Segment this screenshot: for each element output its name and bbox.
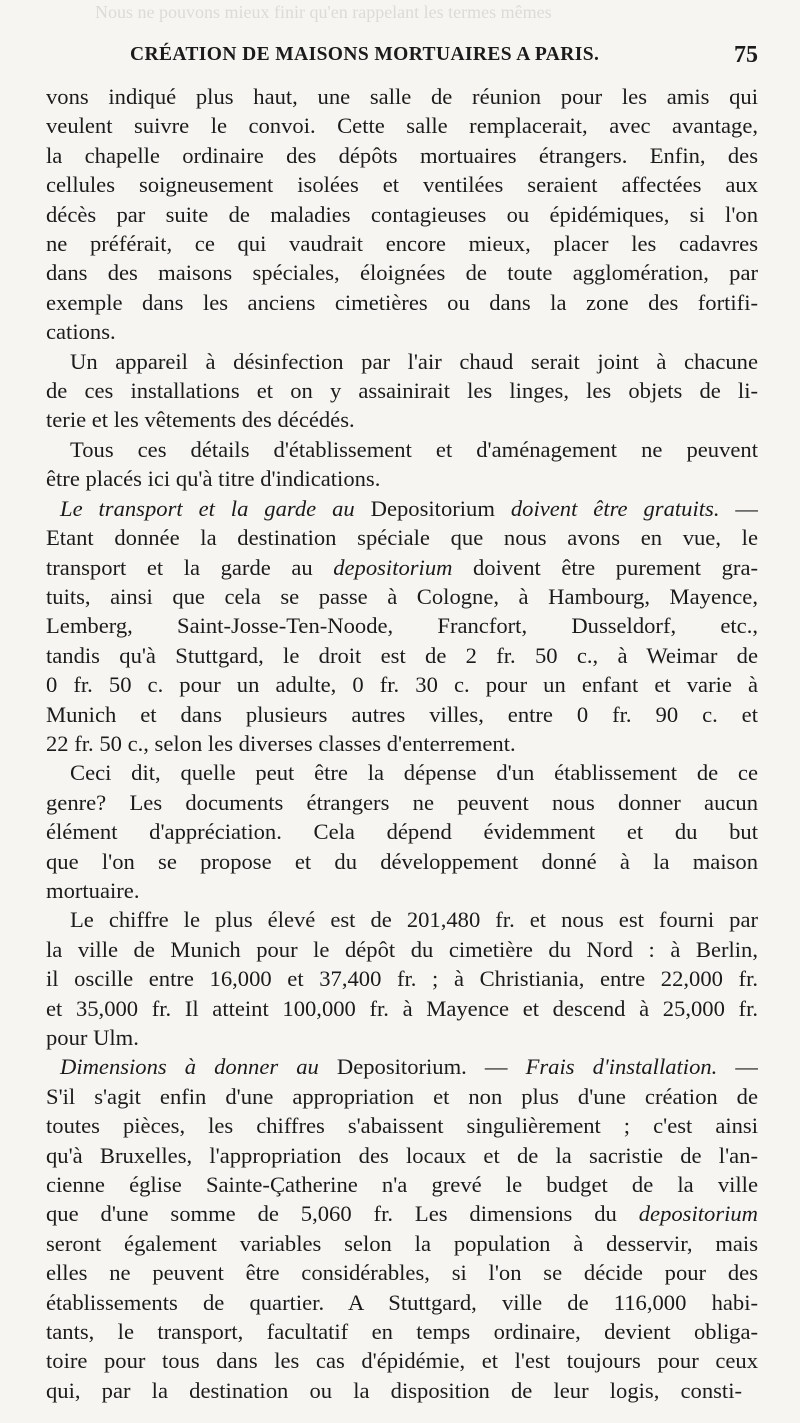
text-line: que d'une somme de 5,060 fr. Les dimensions du depositorium	[46, 1201, 758, 1227]
text-line: 0 fr. 50 c. pour un adulte, 0 fr. 30 c. pour un enfant et varie à	[46, 672, 758, 698]
text-line: cellules soigneusement isolées et ventilées seraient affectées aux	[46, 172, 758, 198]
heading-italic-part: Frais d'installation.	[525, 1054, 718, 1080]
text-line: et 35,000 fr. Il atteint 100,000 fr. à Mayence et descend à 25,000 fr.	[46, 995, 758, 1021]
text-line: qu'à Bruxelles, l'appropriation des locaux et de la sacristie de l'an-	[46, 1142, 758, 1168]
heading-dash: —	[735, 1054, 758, 1080]
text-line: Munich et dans plusieurs autres villes, entre 0 fr. 90 c. et	[46, 701, 758, 727]
text-line: genre? Les documents étrangers ne peuvent nous donner aucun	[46, 789, 758, 815]
text-line: exemple dans les anciens cimetières ou dans la zone des fortifi-	[46, 289, 758, 315]
text-line: Lemberg, Saint-Josse-Ten-Noode, Francfort, Dusseldorf, etc.,	[46, 613, 758, 639]
text-line: tuits, ainsi que cela se passe à Cologne, à Hambourg, Mayence,	[46, 583, 758, 609]
text-line: qui, par la destination ou la disposition de leur logis, consti-	[46, 1377, 742, 1403]
text-line: élément d'appréciation. Cela dépend évidemment et du but	[46, 819, 758, 845]
text-line: vons indiqué plus haut, une salle de réunion pour les amis qui	[46, 84, 758, 109]
heading-dash: —	[735, 495, 758, 521]
text-line: tandis qu'à Stuttgard, le droit est de 2 fr. 50 c., à Weimar de	[46, 642, 758, 668]
text-line: la ville de Munich pour le dépôt du cimetière du Nord : à Berlin,	[46, 936, 758, 962]
section-heading-line	[46, 1052, 758, 1081]
text-line: que l'on se propose et du développement donné à la maison	[46, 848, 758, 874]
text-line: mortuaire.	[46, 877, 140, 903]
text-line: Etant donnée la destination spéciale que nous avons en vue, le	[46, 525, 758, 551]
text-line: elles ne peuvent être considérables, si l'on se décide pour des	[46, 1260, 758, 1286]
text-line: ne préférait, ce qui vaudrait encore mieux, placer les cadavres	[46, 231, 758, 257]
paragraph-start-line: Un appareil à désinfection par l'air chaud serait joint à chacune	[70, 348, 758, 374]
text-line: terie et les vêtements des décédés.	[46, 407, 355, 433]
text-line: cations.	[46, 319, 116, 345]
text-line: S'il s'agit enfin d'une appropriation et non plus d'une création de	[46, 1083, 758, 1109]
text-line: de ces installations et on y assainirait les linges, les objets de li-	[46, 378, 758, 404]
text-line: seront également variables selon la population à desservir, mais	[46, 1230, 758, 1256]
text-line: la chapelle ordinaire des dépôts mortuaires étrangers. Enfin, des	[46, 142, 758, 168]
paragraph-start-line: Ceci dit, quelle peut être la dépense d'un établissement de ce	[70, 760, 758, 786]
running-title: CRÉATION DE MAISONS MORTUAIRES A PARIS.	[130, 44, 600, 65]
text-line: toutes pièces, les chiffres s'abaissent singulièrement ; c'est ainsi	[46, 1113, 758, 1139]
bleed-through-text: Nous ne pouvons mieux finir qu'en rappelant les termes mêmes	[95, 2, 552, 22]
text-line: pour Ulm.	[46, 1025, 139, 1050]
text-line: transport et la garde au depositorium doivent être purement gra-	[46, 554, 758, 580]
page-header	[130, 42, 758, 76]
text-line: être placés ici qu'à titre d'indications.	[46, 466, 381, 492]
section-heading-line	[46, 494, 758, 523]
page-number: 75	[734, 42, 758, 68]
text-line: établissements de quartier. A Stuttgard, ville de 116,000 habi-	[46, 1289, 758, 1315]
body-text	[46, 82, 758, 1405]
text-line: dans des maisons spéciales, éloignées de toute agglomération, par	[46, 260, 758, 286]
heading-italic-part: Le transport et la garde au	[60, 495, 355, 521]
heading-italic-part: Dimensions à donner au	[60, 1054, 319, 1080]
text-line: décès par suite de maladies contagieuses ou épidémiques, si l'on	[46, 201, 758, 227]
paragraph-start-line: Tous ces détails d'établissement et d'aménagement ne peuvent	[70, 436, 758, 462]
heading-roman-part: Depositorium	[370, 495, 495, 521]
heading-roman-part: Depositorium. —	[336, 1054, 508, 1080]
heading-italic-part: doivent être gratuits.	[510, 495, 720, 521]
text-line: cienne église Sainte-Çatherine n'a grevé le budget de la ville	[46, 1172, 758, 1198]
text-line: il oscille entre 16,000 et 37,400 fr. ; à Christiania, entre 22,000 fr.	[46, 966, 758, 992]
text-line: veulent suivre le convoi. Cette salle remplacerait, avec avantage,	[46, 113, 758, 139]
text-line: 22 fr. 50 c., selon les diverses classes d'enterrement.	[46, 730, 516, 756]
text-line: toire pour tous dans les cas d'épidémie, et l'est toujours pour ceux	[46, 1348, 758, 1374]
paragraph-start-line: Le chiffre le plus élevé est de 201,480 fr. et nous est fourni par	[70, 907, 758, 933]
text-line: tants, le transport, facultatif en temps ordinaire, devient obliga-	[46, 1319, 758, 1345]
